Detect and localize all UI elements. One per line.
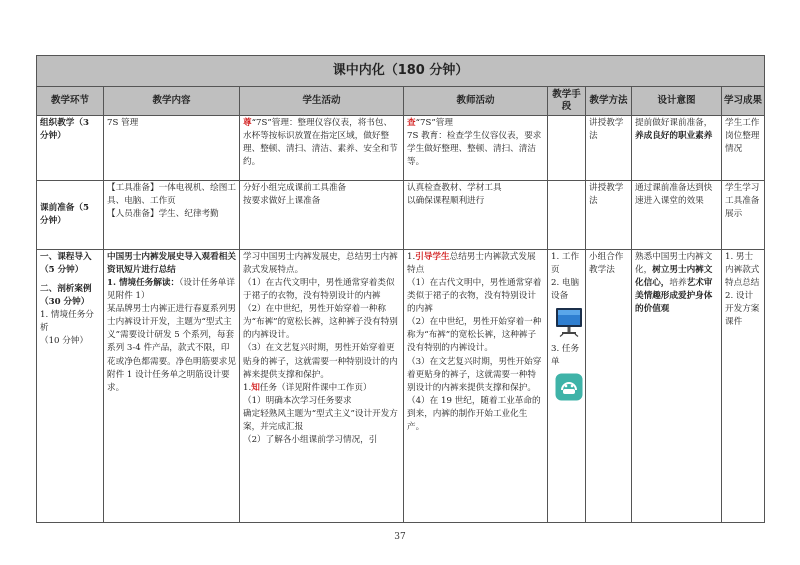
teacher-cell: [404, 116, 548, 181]
monitor-device-icon: [555, 307, 583, 337]
student-text: 确定轻熟风主题为“型式主义”设计开发方案，并完成汇报: [243, 408, 398, 432]
stage-cell: 课前准备（5 分钟）: [37, 181, 104, 250]
intent-text: 培养: [669, 278, 687, 289]
intent-bold-text: 树立男士内裤文化信心，: [635, 265, 713, 289]
content-cell: 7S 管理: [104, 116, 240, 181]
table-row: [37, 181, 765, 250]
teacher-text: （1）在古代文明中，男性通常穿着类似于裙子的衣物，没有特别设计的内裤: [407, 278, 542, 315]
content-text: 【人员准备】学生、纪律考勤: [107, 209, 219, 220]
student-text: （2）在中世纪，男性开始穿着一种称为“布裤”的宽松长裤，这种裤子没有特别的内裤设计。: [243, 304, 398, 341]
teacher-text: （2）在中世纪，男性开始穿着一种称为“布裤”的宽松长裤，这种裤子没有特别的内裤设计。: [407, 317, 542, 354]
stage-cell: [37, 250, 104, 523]
means-cell: [548, 116, 586, 181]
teacher-text: “7S”管理: [415, 118, 453, 128]
intent-bold-text: 养成良好的职业素养: [635, 131, 713, 142]
teacher-text: （3）在文艺复兴时期，男性开始穿着更贴身的裤子，这就需要一种特别设计的内裤来提供支撑和保护。: [407, 356, 542, 393]
teacher-text: 认真检查教材、学材工具: [407, 183, 502, 193]
stage-text: 二、剖析案例（30 分钟）: [40, 284, 92, 308]
emphasis-text: 尊: [243, 118, 252, 128]
teacher-text: 1.: [407, 252, 416, 262]
method-cell: 讲授教学法: [586, 116, 632, 181]
intent-bold-text: 艺术审美情趣形成爱护身体的价值观: [635, 278, 713, 315]
means-cell: [548, 250, 586, 523]
table-row: [37, 250, 765, 523]
page-number: 37: [394, 532, 406, 542]
student-text: 学习中国男士内裤发展史，总结男士内裤款式发展特点。: [243, 252, 398, 276]
content-sub-title: 1. 情境任务解读：: [107, 278, 180, 289]
student-text: 按要求做好上课准备: [243, 196, 321, 207]
means-text: 1. 工作页: [551, 252, 580, 276]
teacher-cell: [404, 250, 548, 523]
student-cell: [240, 181, 404, 250]
table-title: 课中内化（180 分钟）: [37, 56, 765, 87]
student-text: 1.: [243, 382, 252, 393]
student-text: （2）了解各小组课前学习情况，引: [243, 434, 378, 445]
outcome-text: 1. 男士内裤款式特点总结: [725, 252, 760, 289]
content-cell: [104, 181, 240, 250]
intent-text: 熟悉中国男士内裤文化，: [635, 252, 713, 276]
student-cell: [240, 250, 404, 523]
student-text: （1）在古代文明中，男性通常穿着类似于裙子的衣物，没有特别设计的内裤: [243, 278, 395, 302]
outcome-cell: 学生工作岗位整理情况: [722, 116, 765, 181]
means-text: 2. 电脑设备: [551, 278, 580, 302]
teacher-text: （4）在 19 世纪，随着工业革命的到来，内裤的制作开始工业化生产。: [407, 395, 541, 432]
student-text: “7S”管理：整理仪容仪表，将书包、水杯等按标识放置在指定区域，做好整理、整顿、清扫、清洁、素养、安全和节约。: [243, 118, 398, 168]
student-text: 任务（详见附件课中工作页）: [259, 382, 372, 393]
stage-cell: 组织教学（3 分钟）: [37, 116, 104, 181]
table-row: [37, 116, 765, 181]
outcome-cell: [722, 250, 765, 523]
task-app-icon: [555, 373, 583, 401]
stage-text: 一、课程导入（5 分钟）: [40, 252, 92, 276]
method-cell: 小组合作教学法: [586, 250, 632, 523]
header-means: 教学手段: [548, 87, 586, 116]
emphasis-text: 知: [251, 382, 260, 393]
header-content: 教学内容: [104, 87, 240, 116]
content-text: （设计任务单详见附件 1）: [107, 278, 235, 302]
header-teacher-activity: 教师活动: [404, 87, 548, 116]
method-cell: 讲授教学法: [586, 181, 632, 250]
means-text: 3. 任务单: [551, 344, 580, 368]
content-title: 中国男士内裤发展史导入观看相关资讯短片进行总结: [107, 252, 236, 276]
teacher-text: 总结男士内裤款式发展特点: [407, 252, 536, 276]
teacher-text: 7S 教育：检查学生仪容仪表，要求学生做好整理、整顿、清扫、清洁等。: [407, 131, 542, 168]
stage-text: （10 分钟）: [40, 336, 89, 347]
header-student-activity: 学生活动: [240, 87, 404, 116]
outcome-cell: 学生学习工具准备展示: [722, 181, 765, 250]
intent-text: 提前做好课前准备，: [635, 118, 713, 128]
header-intent: 设计意图: [632, 87, 722, 116]
content-text: 【工具准备】一体电视机、绘图工具、电脑、工作页: [107, 183, 236, 207]
teacher-cell: [404, 181, 548, 250]
header-method: 教学方法: [586, 87, 632, 116]
stage-text: 1. 情境任务分析: [40, 310, 94, 334]
content-text: 某品牌男士内裤正进行春夏系列男士内裤设计开发，主题为“型式主义”需要设计研发 5 个系列，每套系列 3-4 件产品，款式不限，印花或净色都需要。净色明筋要求见附件 1 设计任务单之明筋设计要求。: [107, 304, 236, 393]
lesson-plan-table: [36, 55, 765, 523]
student-text: 分好小组完成课前工具准备: [243, 183, 347, 193]
header-outcome: 学习成果: [722, 87, 765, 116]
intent-cell: 通过课前准备达到快速进入课堂的效果: [632, 181, 722, 250]
student-text: （1）明确本次学习任务要求: [243, 395, 352, 406]
emphasis-text: 引导学生: [415, 252, 450, 262]
emphasis-text: 查: [407, 118, 416, 128]
student-text: （3）在文艺复兴时期，男性开始穿着更贴身的裤子，这就需要一种特别设计的内裤来提供支撑和保护。: [243, 343, 398, 380]
means-cell: [548, 181, 586, 250]
outcome-text: 2. 设计开发方案课件: [725, 291, 760, 328]
teacher-text: 以确保课程顺利进行: [407, 196, 485, 207]
content-cell: [104, 250, 240, 523]
student-cell: [240, 116, 404, 181]
header-stage: 教学环节: [37, 87, 104, 116]
intent-cell: [632, 250, 722, 523]
intent-cell: [632, 116, 722, 181]
